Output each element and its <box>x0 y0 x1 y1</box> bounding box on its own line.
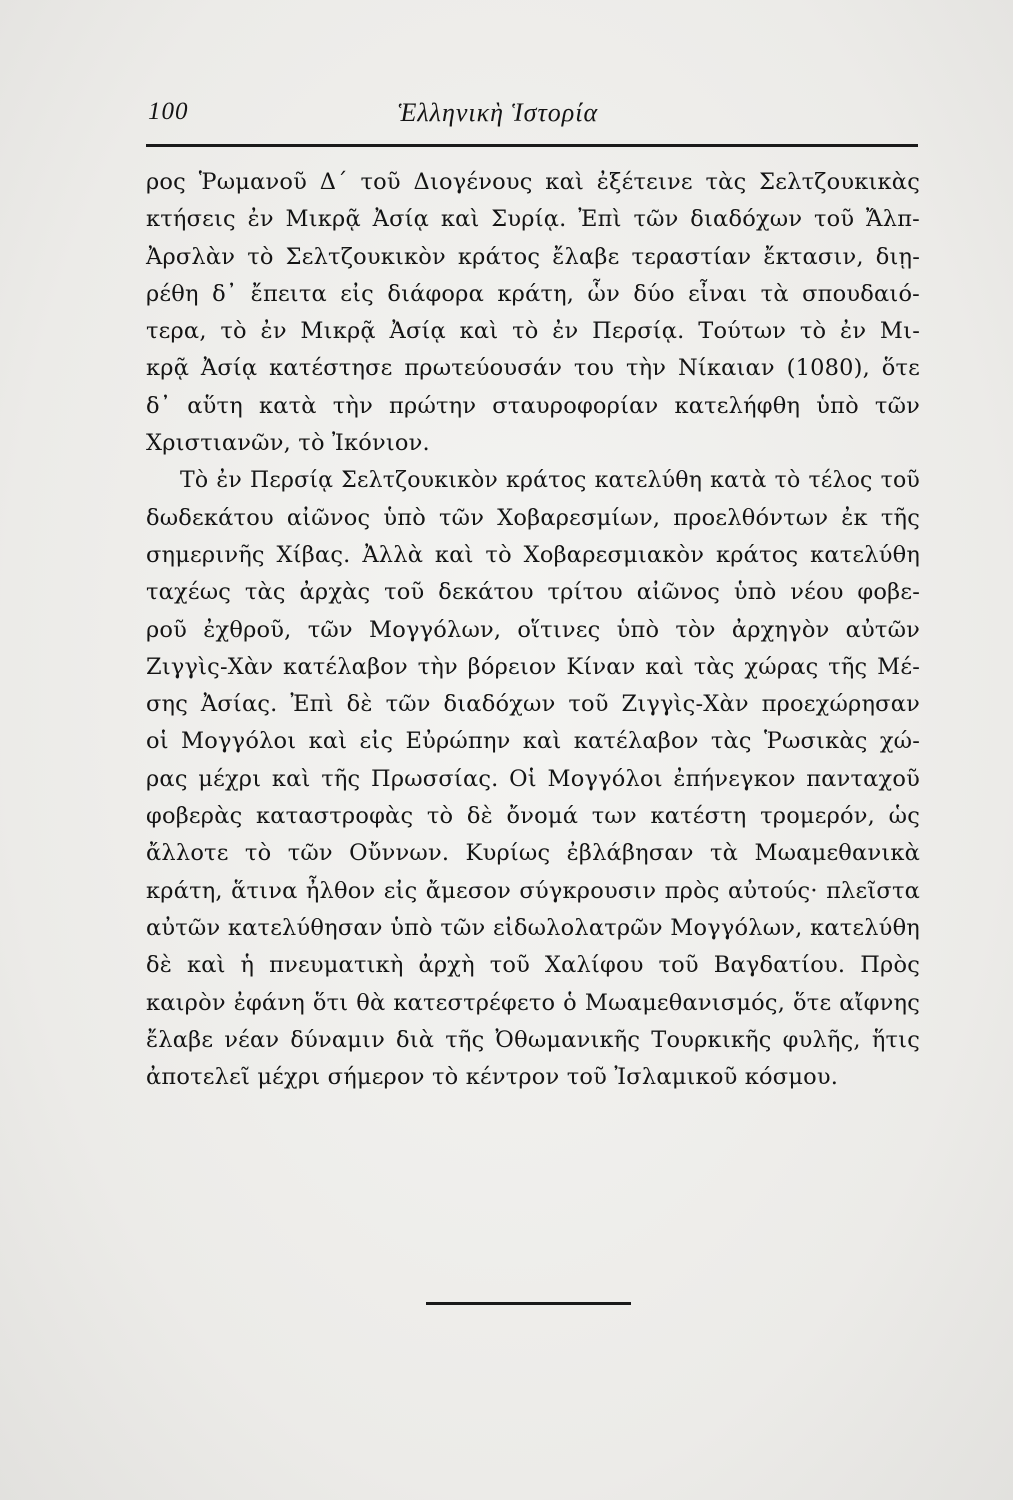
body-text <box>146 164 920 1096</box>
page-number: 100 <box>148 98 189 125</box>
text-line: ρος Ῥωμανοῦ Δ΄ τοῦ Διογένους καὶ ἐξέτεινε τὰς Σελτζουκικὰς <box>146 169 920 195</box>
running-title: Ἑλληνικὴ Ἱστορία <box>398 98 599 127</box>
text-line: κράτη, ἅτινα ἦλθον εἰς ἄμεσον σύγκρουσιν πρὸς αὐτούς· πλεῖστα <box>146 877 920 904</box>
text-line: ἔλαβε νέαν δύναμιν διὰ τῆς Ὀθωμανικῆς Τουρκικῆς φυλῆς, ἥτις <box>146 1026 920 1053</box>
page-header <box>146 98 918 138</box>
text-line: τερα, τὸ ἐν Μικρᾷ Ἀσίᾳ καὶ τὸ ἐν Περσίᾳ. Τούτων τὸ ἐν Μι- <box>146 318 920 345</box>
paragraph-2 <box>146 462 920 1096</box>
text-line: κρᾷ Ἀσίᾳ κατέστησε πρωτεύουσάν του τὴν Νίκαιαν (1080), ὅτε <box>146 355 920 382</box>
header-rule <box>146 144 918 147</box>
text-line: ροῦ ἐχθροῦ, τῶν Μογγόλων, οἵτινες ὑπὸ τὸν ἀρχηγὸν αὐτῶν <box>146 616 920 643</box>
text-line: Ζιγγὶς-Χὰν κατέλαβον τὴν βόρειον Κίναν καὶ τὰς χώρας τῆς Μέ- <box>146 653 920 680</box>
paragraph-1 <box>146 164 920 462</box>
text-line: δωδεκάτου αἰῶνος ὑπὸ τῶν Χοβαρεσμίων, προελθόντων ἐκ τῆς <box>146 504 920 531</box>
text-line: σης Ἀσίας. Ἐπὶ δὲ τῶν διαδόχων τοῦ Ζιγγὶς-Χὰν προεχώρησαν <box>146 691 920 718</box>
section-end-rule <box>426 1302 631 1305</box>
text-line: ἀποτελεῖ μέχρι σήμερον τὸ κέντρον τοῦ Ἰσλαμικοῦ κόσμου. <box>146 1064 839 1091</box>
text-line: Χριστιανῶν, τὸ Ἰκόνιον. <box>146 430 430 457</box>
text-line: Ἀρσλὰν τὸ Σελτζουκικὸν κράτος ἔλαβε τεραστίαν ἔκτασιν, διῃ- <box>146 243 920 270</box>
text-line: ρέθη δ᾽ ἔπειτα εἰς διάφορα κράτη, ὧν δύο εἶναι τὰ σπουδαιό- <box>146 280 920 307</box>
text-line: φοβερὰς καταστροφὰς τὸ δὲ ὄνομά των κατέστη τρομερόν, ὡς <box>146 803 920 830</box>
text-line: ρας μέχρι καὶ τῆς Πρωσσίας. Οἱ Μογγόλοι ἐπήνεγκον πανταχοῦ <box>146 765 920 792</box>
text-line: σημερινῆς Χίβας. Ἀλλὰ καὶ τὸ Χοβαρεσμιακὸν κράτος κατελύθη <box>146 541 920 568</box>
text-line: ἄλλοτε τὸ τῶν Οὔννων. Κυρίως ἐβλάβησαν τὰ Μωαμεθανικὰ <box>146 840 920 867</box>
text-line: οἱ Μογγόλοι καὶ εἰς Εὐρώπην καὶ κατέλαβον τὰς Ῥωσικὰς χώ- <box>146 728 920 755</box>
text-line: δὲ καὶ ἡ πνευματικὴ ἀρχὴ τοῦ Χαλίφου τοῦ Βαγδατίου. Πρὸς <box>146 952 920 979</box>
text-line: δ᾽ αὕτη κατὰ τὴν πρώτην σταυροφορίαν κατελήφθη ὑπὸ τῶν <box>146 392 920 419</box>
text-line: καιρὸν ἐφάνη ὅτι θὰ κατεστρέφετο ὁ Μωαμεθανισμός, ὅτε αἴφνης <box>146 989 920 1016</box>
text-line: κτήσεις ἐν Μικρᾷ Ἀσίᾳ καὶ Συρίᾳ. Ἐπὶ τῶν διαδόχων τοῦ Ἄλπ- <box>146 206 920 233</box>
text-line: ταχέως τὰς ἀρχὰς τοῦ δεκάτου τρίτου αἰῶνος ὑπὸ νέου φοβε- <box>146 579 920 606</box>
text-line: Τὸ ἐν Περσίᾳ Σελτζουκικὸν κράτος κατελύθη κατὰ τὸ τέλος τοῦ <box>180 468 920 494</box>
text-line: αὐτῶν κατελύθησαν ὑπὸ τῶν εἰδωλολατρῶν Μογγόλων, κατελύθη <box>146 914 920 941</box>
